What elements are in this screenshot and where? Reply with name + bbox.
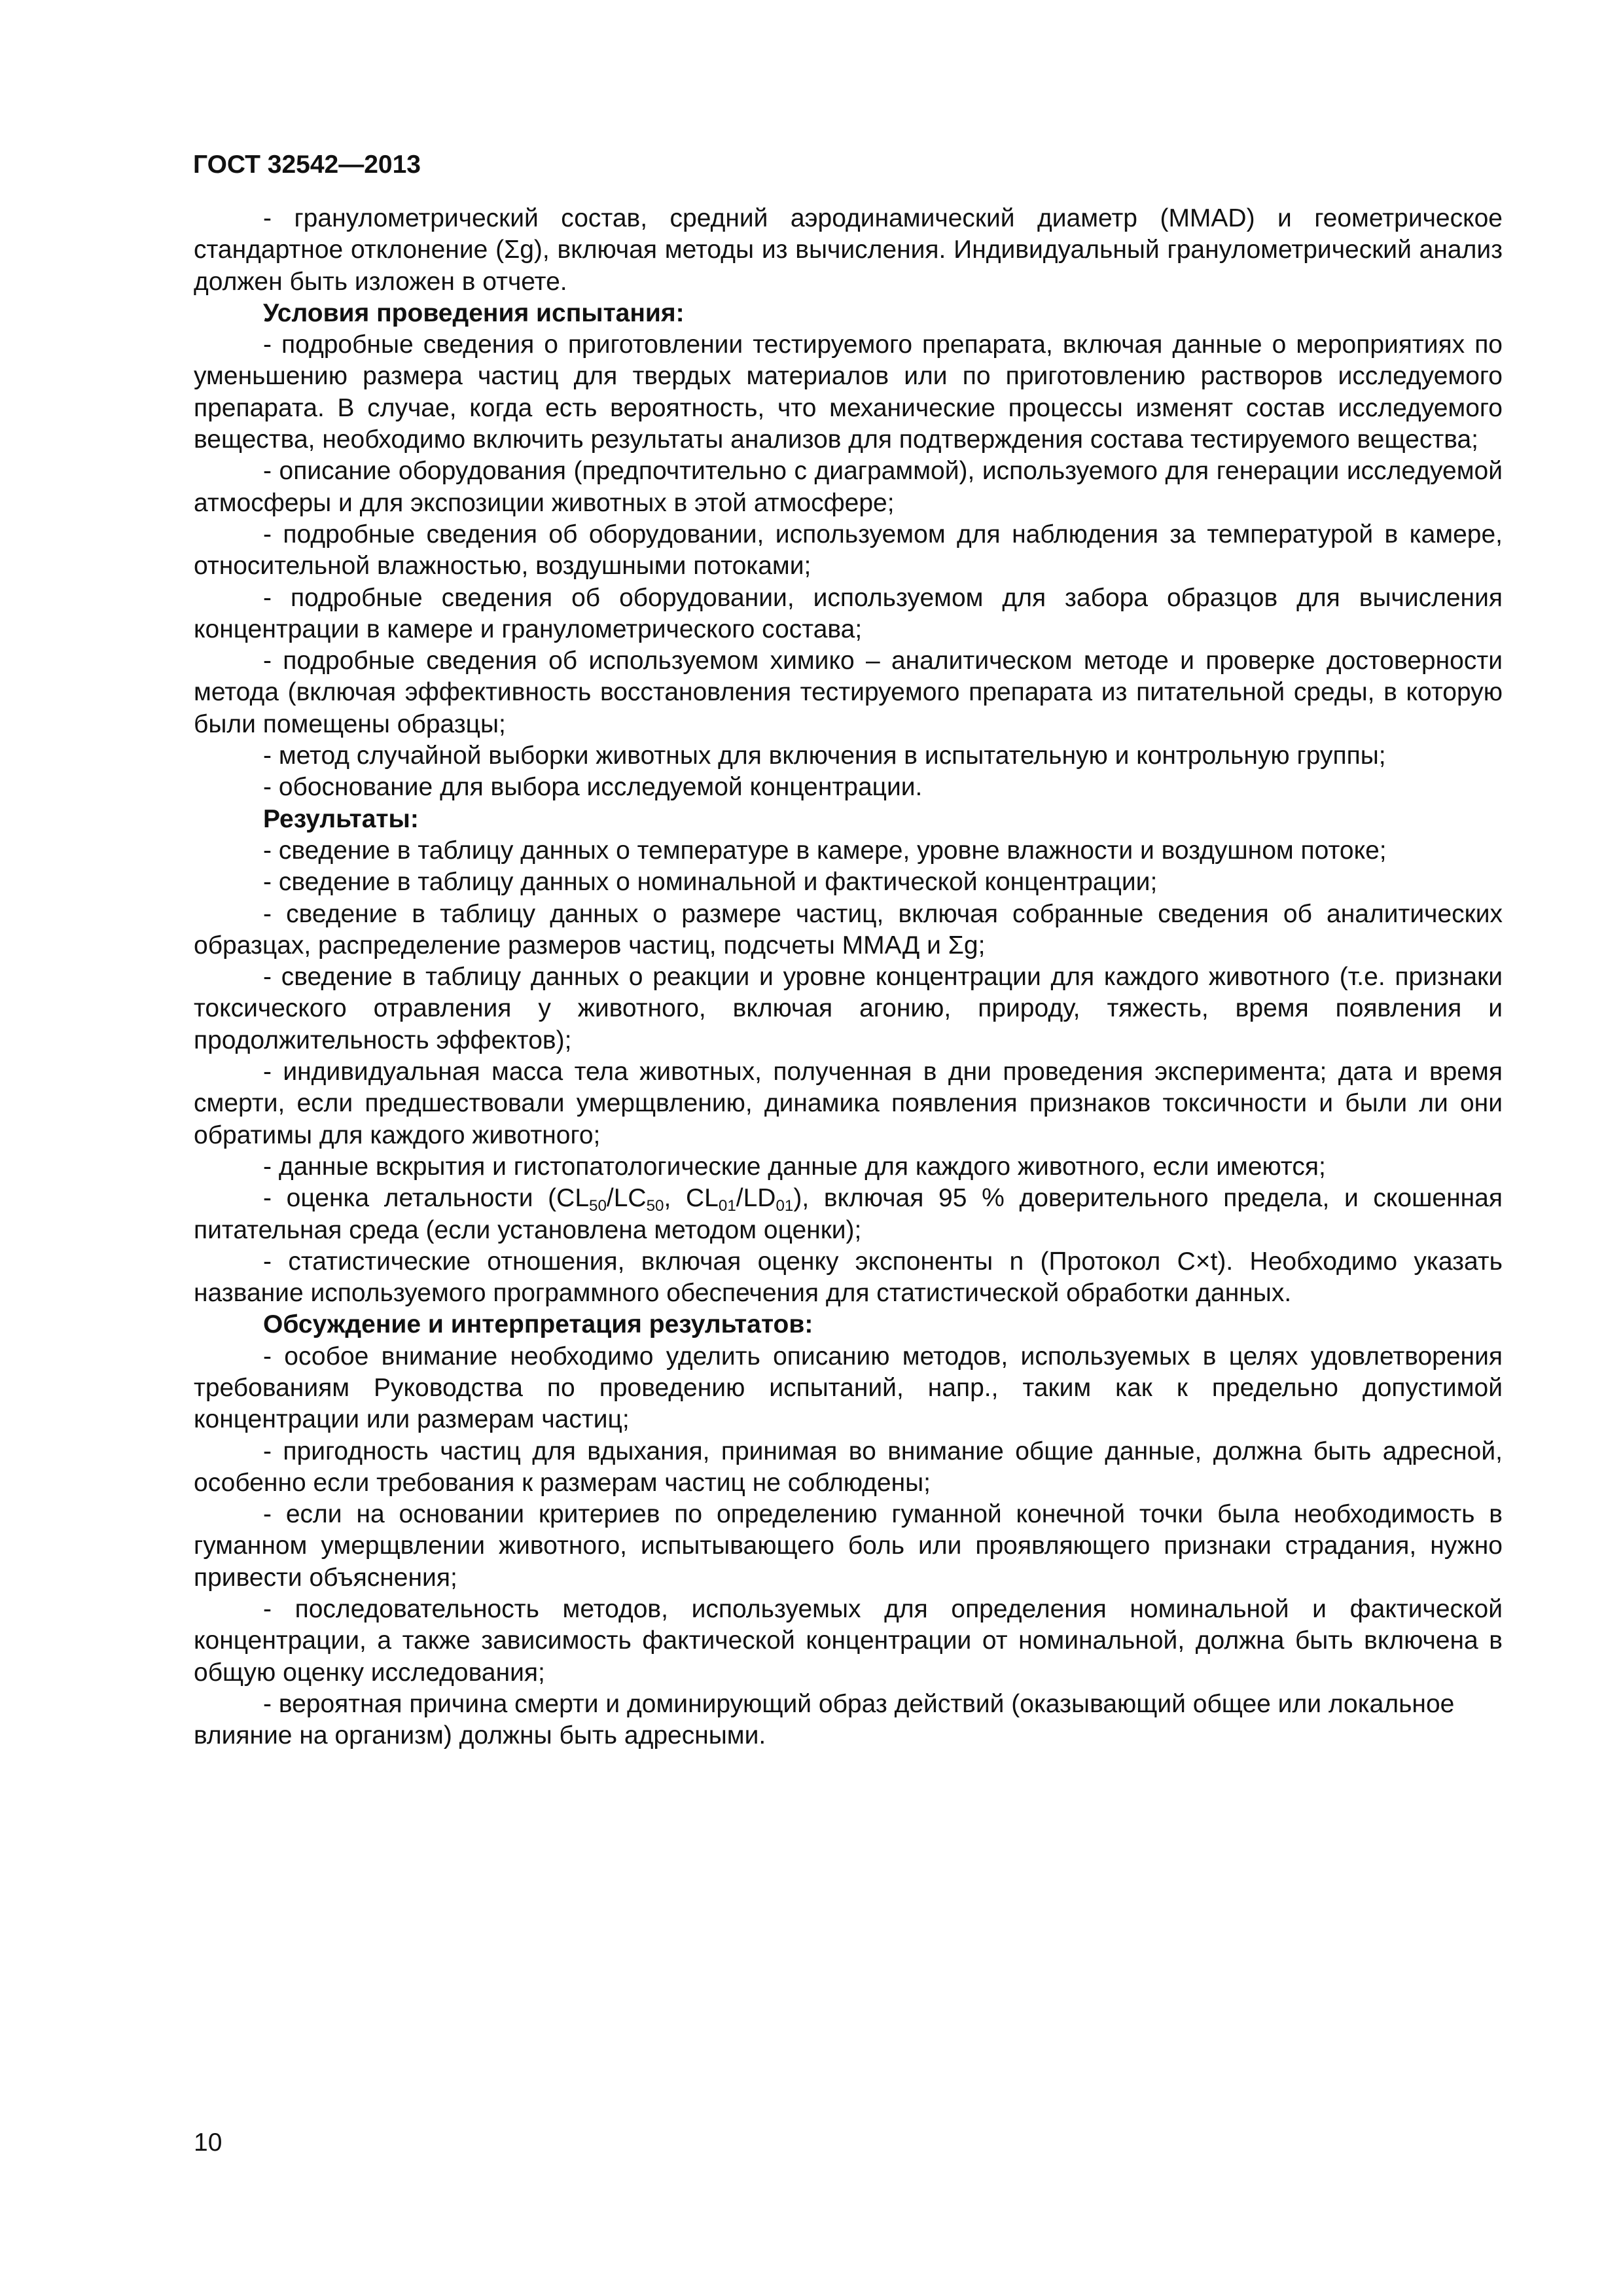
paragraph-discussion-5: - вероятная причина смерти и доминирующий образ действий (оказывающий общее или локальное влияние на организм) должны быть адресными. xyxy=(194,1689,1455,1750)
lethality-text-ld: /LD xyxy=(736,1184,776,1213)
lethality-text-cl: , CL xyxy=(664,1184,719,1213)
subscript-01-b: 01 xyxy=(776,1196,794,1215)
paragraph-conditions-3: - подробные сведения об оборудовании, используемом для наблюдения за температурой в камере, относительной влажностью, воздушными потоками; xyxy=(194,520,1503,581)
section-heading-conditions: Условия проведения испытания: xyxy=(263,298,685,327)
document-body xyxy=(194,203,1503,1752)
page-number: 10 xyxy=(194,2128,223,2157)
subscript-50-a: 50 xyxy=(589,1196,607,1215)
paragraph-conditions-6: - метод случайной выборки животных для включения в испытательную и контрольную группы; xyxy=(263,742,1386,770)
paragraph-intro-text: - гранулометрический состав, средний аэродинамический диаметр (MMAD) и геометрическое стандартное отклонение (Σg), включая методы из вычисления. Индивидуальный гранулометрический анализ должен быть изложен в отчете. xyxy=(194,204,1503,296)
paragraph-results-8: - статистические отношения, включая оценку экспоненты n (Протокол C×t). Необходимо указать название используемого программного обеспечения для статистической обработки данных. xyxy=(194,1247,1503,1308)
paragraph-results-1: - сведение в таблицу данных о температуре в камере, уровне влажности и воздушном потоке; xyxy=(263,836,1387,865)
paragraph-results-3: - сведение в таблицу данных о размере частиц, включая собранные сведения об аналитических образцах, распределение размеров частиц, подсчеты ММАД и Σg; xyxy=(194,899,1503,960)
document-header: ГОСТ 32542—2013 xyxy=(193,151,421,179)
paragraph-conditions-4: - подробные сведения об оборудовании, используемом для забора образцов для вычисления концентрации в камере и гранулометрического состава; xyxy=(194,583,1503,643)
lethality-text-lc: /LC xyxy=(606,1184,647,1213)
subscript-50-b: 50 xyxy=(646,1196,664,1215)
section-heading-results: Результаты: xyxy=(263,804,419,833)
paragraph-conditions-2: - описание оборудования (предпочтительно с диаграммой), используемого для генерации исследуемой атмосферы и для экспозиции животных в этой атмосфере; xyxy=(194,457,1503,517)
paragraph-intro xyxy=(194,203,1503,298)
paragraph-discussion-1: - особое внимание необходимо уделить описанию методов, используемых в целях удовлетворения требованиям Руководства по проведению испытаний, напр., таким как к предельно допустимой концентрации или размерам частиц; xyxy=(194,1342,1503,1434)
paragraph-results-7 xyxy=(194,1183,1503,1246)
paragraph-conditions-5: - подробные сведения об используемом химико – аналитическом методе и проверке достоверности метода (включая эффективность восстановления тестируемого препарата из питательной среды, в которую были помещены образцы; xyxy=(194,647,1503,738)
paragraph-discussion-2: - пригодность частиц для вдыхания, принимая во внимание общие данные, должна быть адресной, особенно если требования к размерам частиц не соблюдены; xyxy=(194,1437,1503,1497)
paragraph-discussion-4: - последовательность методов, используемых для определения номинальной и фактической концентрации, а также зависимость фактической концентрации от номинальной, должна быть включена в общую оценку исследования; xyxy=(194,1595,1503,1687)
paragraph-results-4: - сведение в таблицу данных о реакции и уровне концентрации для каждого животного (т.е. признаки токсического отравления у животного, включая агонию, природу, тяжесть, время появления и продолжительность эффектов); xyxy=(194,963,1503,1054)
paragraph-conditions-7: - обоснование для выбора исследуемой концентрации. xyxy=(263,773,923,802)
lethality-text-start: - оценка летальности (CL xyxy=(263,1184,590,1213)
lethality-text-end: ), включая 95 % доверительного предела, и скошенная питательная среда (если установлена методом оценки); xyxy=(194,1184,1503,1244)
section-heading-discussion: Обсуждение и интерпретация результатов: xyxy=(263,1310,813,1339)
subscript-01-a: 01 xyxy=(718,1196,736,1215)
paragraph-results-6: - данные вскрытия и гистопатологические данные для каждого животного, если имеются; xyxy=(263,1152,1326,1181)
paragraph-results-5: - индивидуальная масса тела животных, полученная в дни проведения эксперимента; дата и время смерти, если предшествовали умерщвлению, динамика появления признаков токсичности и были ли они обратимы для каждого животного; xyxy=(194,1058,1503,1149)
paragraph-conditions-1: - подробные сведения о приготовлении тестируемого препарата, включая данные о мероприятиях по уменьшению размера частиц для твердых материалов или по приготовлению растворов исследуемого препарата. В случае, когда есть вероятность, что механические процессы изменят состав исследуемого вещества, необходимо включить результаты анализов для подтверждения состава тестируемого вещества; xyxy=(194,331,1503,454)
paragraph-discussion-3: - если на основании критериев по определению гуманной конечной точки была необходимость в гуманном умерщвлении животного, испытывающего боль или проявляющего признаки страдания, нужно привести объяснения; xyxy=(194,1500,1503,1592)
paragraph-results-2: - сведение в таблицу данных о номинальной и фактической концентрации; xyxy=(263,868,1158,897)
